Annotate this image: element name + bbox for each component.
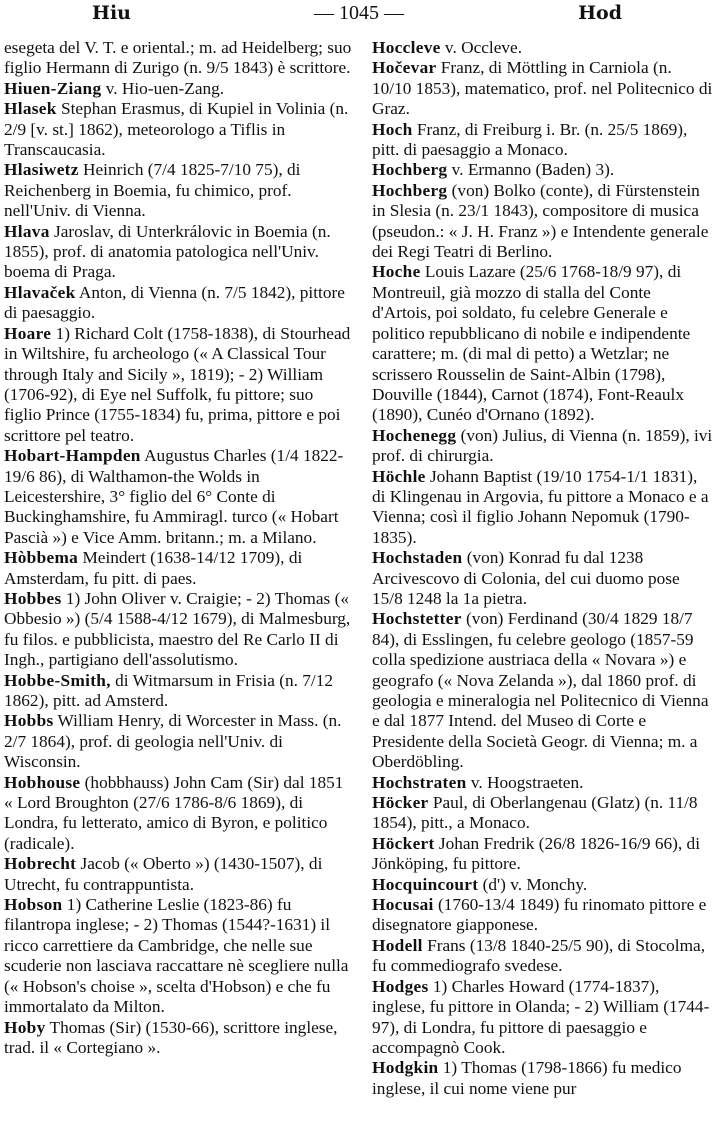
entry-headword: Hobson xyxy=(4,895,63,915)
entry-headword: Höchle xyxy=(372,466,426,486)
entry-headword: Hobart-Hampden xyxy=(4,446,141,466)
dictionary-entry xyxy=(372,936,714,977)
dictionary-entry xyxy=(372,262,714,425)
dictionary-entry xyxy=(372,977,714,1059)
entry-headword: Hiuen-Ziang xyxy=(4,78,102,98)
dictionary-entry xyxy=(4,548,354,589)
entry-headword: Höckert xyxy=(372,833,435,853)
entry-headword: Hochstaden xyxy=(372,548,463,568)
entry-headword: Hoby xyxy=(4,1017,46,1037)
entry-headword: Hoche xyxy=(372,262,421,282)
entry-text: William Henry, di Worcester in Mass. (n. 2/7 1864), prof. di geologia nell'Univ. di Wisconsin. xyxy=(4,711,342,772)
dictionary-entry xyxy=(372,181,714,263)
entry-text: 1) Richard Colt (1758-1838), di Stourhead in Wiltshire, fu archeologo (« A Classical Tour through Italy and Sicily », 1819); - 2) William (1706-92), di Eye nel Suffolk, fu pittore; suo figlio Prince (1755-1834) fu, prima, pittore e poi scrittore pel teatro. xyxy=(4,323,351,445)
dictionary-entry xyxy=(4,99,354,160)
right-column xyxy=(372,38,714,1099)
dictionary-entry xyxy=(372,609,714,772)
dictionary-entry xyxy=(4,79,354,99)
entry-text: Johan Fredrik (26/8 1826-16/9 66), di Jönköping, fu pittore. xyxy=(372,833,700,874)
dictionary-entry xyxy=(4,711,354,772)
dictionary-entry xyxy=(4,222,354,283)
entry-text: di Witmarsum in Frisia (n. 7/12 1862), pitt. ad Amsterd. xyxy=(4,670,334,710)
dictionary-entry xyxy=(372,58,714,119)
entry-text: (von) Julius, di Vienna (n. 1859), ivi prof. di chirurgia. xyxy=(372,425,713,466)
entry-headword: Hochstraten xyxy=(372,772,467,792)
dictionary-entry xyxy=(4,671,354,712)
dictionary-entry xyxy=(372,120,714,161)
entry-text: (von) Konrad fu dal 1238 Arcivescovo di Colonia, del cui duomo pose 15/8 1248 la 1a pietra. xyxy=(372,548,680,608)
dictionary-entry xyxy=(4,324,354,446)
entry-text: 1) Thomas (1798-1866) fu medico inglese, il cui nome viene pur xyxy=(372,1058,682,1098)
dictionary-entry xyxy=(372,1058,714,1099)
entry-headword: Hlasiwetz xyxy=(4,160,79,180)
entry-headword: Hlava xyxy=(4,221,50,241)
entry-text: Anton, di Vienna (n. 7/5 1842), pittore di paesaggio. xyxy=(4,282,345,323)
entry-headword: Hoare xyxy=(4,323,52,343)
entry-text: Heinrich (7/4 1825-7/10 75), di Reichenberg in Boemia, fu chimico, prof. nell'Univ. di Vienna. xyxy=(4,160,301,221)
header-left-guideword: Hiu xyxy=(92,2,131,24)
entry-text: esegeta del V. T. e oriental.; m. ad Heidelberg; suo figlio Hermann di Zurigo (n. 9/5 1843) è scrittore. xyxy=(4,38,352,78)
dictionary-entry xyxy=(372,875,714,895)
entry-headword: Hobbes xyxy=(4,588,62,608)
entry-text: (1760-13/4 1849) fu rinomato pittore e disegnatore giapponese. xyxy=(372,895,707,935)
entry-text: (hobbhauss) John Cam (Sir) dal 1851 « Lord Broughton (27/6 1786-8/6 1869), di Londra, fu letterato, amico di Byron, e politico (radicale). xyxy=(4,772,344,853)
entry-text: Paul, di Oberlangenau (Glatz) (n. 11/8 1854), pitt., a Monaco. xyxy=(372,793,698,833)
entry-headword: Hodges xyxy=(372,976,429,996)
entry-text: Franz, di Möttling in Carniola (n. 10/10 1853), matematico, prof. nel Politecnico di Graz. xyxy=(372,58,713,119)
entry-headword: Hobbe-Smith, xyxy=(4,670,111,690)
entry-headword: Hodell xyxy=(372,935,423,955)
entry-headword: Hochberg xyxy=(372,180,448,200)
dictionary-entry xyxy=(372,467,714,549)
entry-text: 1) John Oliver v. Craigie; - 2) Thomas (« Obbesio ») (5/4 1588-4/12 1679), di Malmesburg, fu filos. e pubblicista, maestro del Re Carlo II di Ingh., partigiano dell'assolutismo. xyxy=(4,588,351,670)
dictionary-entry xyxy=(372,426,714,467)
entry-headword: Hočevar xyxy=(372,58,437,78)
entry-text: Thomas (Sir) (1530-66), scrittore inglese, trad. il « Cortegiano ». xyxy=(4,1017,338,1057)
entry-headword: Hocusai xyxy=(372,895,434,915)
dictionary-entry xyxy=(4,38,354,79)
dictionary-entry xyxy=(4,854,354,895)
dictionary-entry xyxy=(4,446,354,548)
dictionary-entry xyxy=(4,160,354,221)
entry-headword: Hobbs xyxy=(4,711,54,731)
entry-text: 1) Charles Howard (1774-1837), inglese, fu pittore in Olanda; - 2) William (1744-97), di Londra, fu pittore di paesaggio e accompagnò Cook. xyxy=(372,976,710,1057)
entry-text: (von) Bolko (conte), di Fürstenstein in Slesia (n. 23/1 1843), compositore di musica (pseudon.: « J. H. Franz ») e Intendente generale dei Regi Teatri di Berlino. xyxy=(372,180,709,262)
left-column xyxy=(4,38,354,1058)
entry-headword: Hoccleve xyxy=(372,38,441,57)
dictionary-entry xyxy=(372,895,714,936)
entry-text: Louis Lazare (25/6 1768-18/9 97), di Montreuil, già mozzo di stalla del Conte d'Artois, poi soldato, fu celebre Generale e politico repubblicano di nobile e indipendente carattere; m. (di mal di petto) a Wetzlar; ne scrissero Rousselin de Saint-Albin (1798), Douville (1844), Carnot (1874), Font-Reaulx (1890), Cunéo d'Ornano (1892). xyxy=(372,262,691,425)
entry-headword: Hobhouse xyxy=(4,772,81,792)
dictionary-entry xyxy=(372,38,714,58)
entry-text: Frans (13/8 1840-25/5 90), di Stocolma, fu commediografo svedese. xyxy=(372,935,706,976)
entry-text: v. Ermanno (Baden) 3). xyxy=(447,160,615,180)
entry-text: (d') v. Monchy. xyxy=(478,874,588,894)
entry-headword: Hocquincourt xyxy=(372,874,479,894)
entry-headword: Hochenegg xyxy=(372,425,457,445)
dictionary-entry xyxy=(4,283,354,324)
entry-text: 1) Catherine Leslie (1823-86) fu filantropa inglese; - 2) Thomas (1544?-1631) il ricco carrettiere da Cambridge, che nelle sue scuderie non lasciava raccattare nè scegliere nulla (« Hobson's choise », scelta d'Hobson) e che fu immortalato da Milton. xyxy=(4,895,349,1017)
entry-text: v. Occleve. xyxy=(440,38,523,57)
entry-text: Franz, di Freiburg i. Br. (n. 25/5 1869), pitt. di paesaggio a Monaco. xyxy=(372,119,688,160)
dictionary-entry xyxy=(4,589,354,671)
entry-headword: Höcker xyxy=(372,793,429,813)
entry-text: v. Hio-uen-Zang. xyxy=(101,78,225,98)
entry-text: Jaroslav, di Unterkrálovic in Boemia (n. 1855), prof. di anatomia patologica nell'Univ. boema di Praga. xyxy=(4,221,331,282)
entry-text: Stephan Erasmus, di Kupiel in Volinia (n. 2/9 [v. st.] 1862), meteorologo a Tiflis in Transcaucasia. xyxy=(4,99,349,160)
entry-text: (von) Ferdinand (30/4 1829 18/7 84), di Esslingen, fu celebre geologo (1857-59 colla spedizione austriaca della « Novara ») e geografo (« Nova Zelanda »), dal 1860 prof. di geologia e mineralogia nel Politecnico di Vienna e dal 1877 Intend. del Museo di Corte e Presidente della Società Geogr. di Vienna; m. a Oberdöbling. xyxy=(372,609,709,772)
entry-headword: Hochstetter xyxy=(372,609,462,629)
entry-text: Johann Baptist (19/10 1754-1/1 1831), di Klingenau in Argovia, fu pittore a Monaco e a Vienna; così il figlio Johann Nepomuk (1790-1835). xyxy=(372,466,709,547)
header-right-guideword: Hod xyxy=(578,2,622,24)
entry-headword: Hoch xyxy=(372,119,413,139)
dictionary-entry xyxy=(4,1018,354,1059)
entry-headword: Hodgkin xyxy=(372,1058,439,1078)
entry-headword: Hlavaček xyxy=(4,282,76,302)
entry-headword: Hochberg xyxy=(372,160,448,180)
entry-headword: Hobrecht xyxy=(4,854,77,874)
entry-headword: Hòbbema xyxy=(4,548,79,568)
entry-text: Jacob (« Oberto ») (1430-1507), di Utrecht, fu contrappuntista. xyxy=(4,854,323,894)
dictionary-entry xyxy=(372,773,714,793)
dictionary-entry xyxy=(372,834,714,875)
dictionary-entry xyxy=(372,793,714,834)
page-number: — 1045 — xyxy=(314,2,404,24)
dictionary-entry xyxy=(372,160,714,180)
dictionary-entry xyxy=(372,548,714,609)
entry-text: v. Hoogstraeten. xyxy=(466,772,584,792)
entry-text: Meindert (1638-14/12 1709), di Amsterdam, fu pitt. di paes. xyxy=(4,548,303,588)
dictionary-entry xyxy=(4,895,354,1017)
page-header xyxy=(0,2,718,32)
entry-headword: Hlasek xyxy=(4,99,57,119)
dictionary-entry xyxy=(4,773,354,855)
entry-text: Augustus Charles (1/4 1822-19/6 86), di Walthamon-the Wolds in Leicestershire, 3° figlio del 6° Conte di Buckinghamshire, fu Ammiragl. turco (« Hobart Pascià ») e Vice Amm. britann.; m. a Milano. xyxy=(4,446,344,547)
